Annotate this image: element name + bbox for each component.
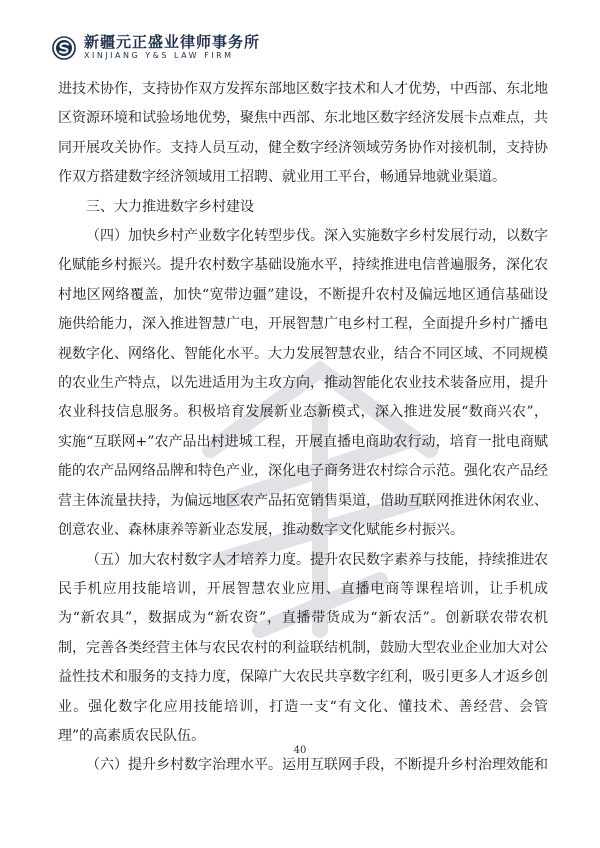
paragraph: （五）加大农村数字人才培养力度。提升农民数字素养与技能，持续推进农民手机应用技能培训，开展智慧农业应用、直播电商等课程培训，让手机成为“新农具”，数据成为“新农资”，直播带货成为“新农活”。创新联农带农机制，完善各类经营主体与农民农村的利益联结机制，鼓励大型农业企业加大对公益性技术和服务的支持力度，保障广大农民共享数字红利，吸引更多人才返乡创业。强化数字化应用技能培训，打造一支“有文化、懂技术、善经营、会管理”的高素质农民队伍。 [58, 551, 548, 744]
firm-name-en: XINJIANG Y&S LAW FIRM [84, 51, 234, 60]
firm-names [84, 34, 260, 61]
firm-name-cn: 新疆元正盛业律师事务所 [84, 33, 261, 51]
firm-logo-icon [52, 36, 76, 60]
document-body [58, 75, 548, 781]
page-number: 40 [293, 745, 307, 756]
paragraph: 进技术协作，支持协作双方发挥东部地区数字技术和人才优势，中西部、东北地区资源环境和试验场地优势，聚焦中西部、东北地区数字经济发展卡点难点，共同开展攻关协作。支持人员互动，健全数字经济领域劳务协作对接机制，支持协作双方搭建数字经济领域用工招聘、就业用工平台，畅通异地就业渠道。 [58, 81, 548, 186]
paragraph: （六）提升乡村数字治理水平。运用互联网手段，不断提升乡村治理效能和 [86, 757, 548, 774]
section-heading: 三、大力推进数字乡村建设 [86, 198, 254, 215]
paragraph: （四）加快乡村产业数字化转型步伐。深入实施数字乡村发展行动，以数字化赋能乡村振兴。提升农村数字基础设施水平，持续推进电信普遍服务，深化农村地区网络覆盖，加快“宽带边疆”建设，不断提升农村及偏远地区通信基础设施供给能力，深入推进智慧广电，开展智慧广电乡村工程，全面提升乡村广播电视数字化、网络化、智能化水平。大力发展智慧农业，结合不同区域、不同规模的农业生产特点，以先进适用为主攻方向，推动智能化农业技术装备应用，提升农业科技信息服务。积极培育发展新业态新模式，深入推进发展“数商兴农”，实施“互联网+”农产品出村进城工程，开展直播电商助农行动，培育一批电商赋能的农产品网络品牌和特色产业，深化电子商务进农村综合示范。强化农产品经营主体流量扶持，为偏远地区农产品拓宽销售渠道，借助互联网推进休闲农业、创意农业、森林康养等新业态发展，推动数字文化赋能乡村振兴。 [58, 228, 548, 539]
page-header [52, 34, 260, 61]
